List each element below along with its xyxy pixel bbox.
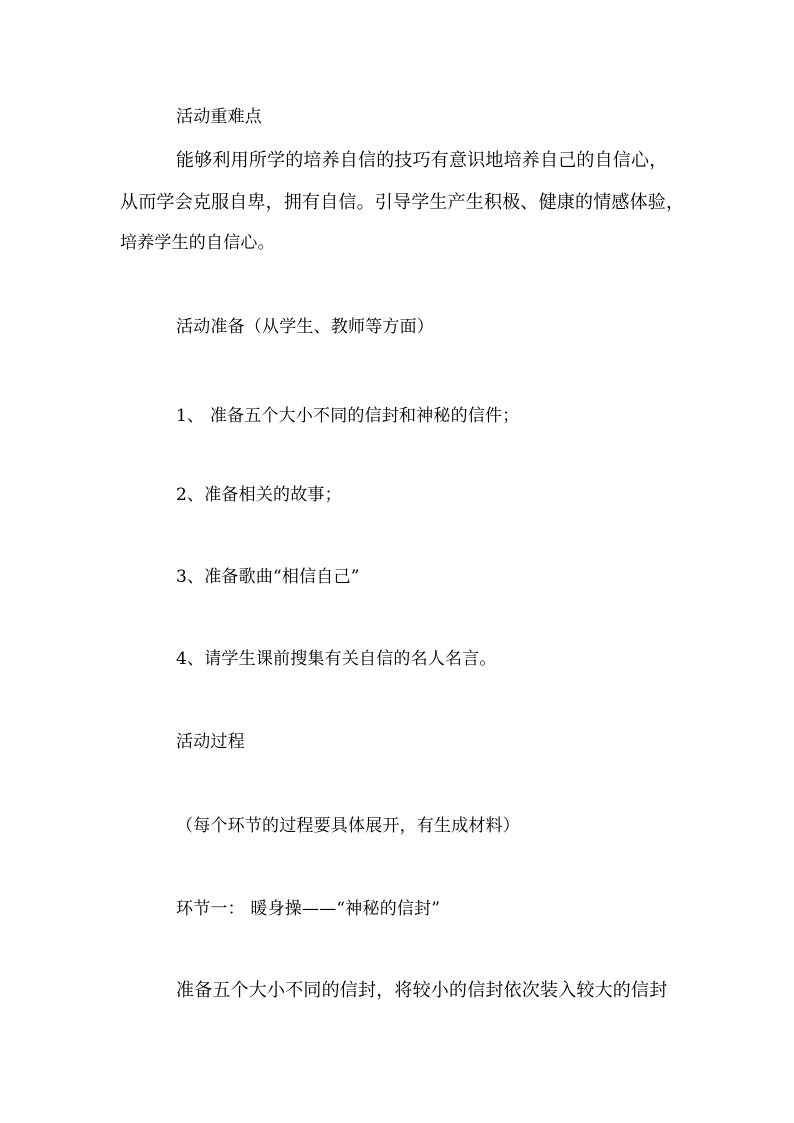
process-step-1-line-1: 准备五个大小不同的信封，将较小的信封依次装入较大的信封	[176, 980, 668, 1001]
preparation-item-4: 4、请学生课前搜集有关自信的名人名言。	[176, 649, 497, 669]
section-heading-preparation: 活动准备（从学生、教师等方面）	[176, 317, 434, 337]
difficulty-paragraph-line-1: 能够利用所学的培养自信的技巧有意识地培养自己的自信心，	[176, 150, 668, 171]
difficulty-paragraph-line-3: 培养学生的自信心。	[120, 233, 275, 253]
section-heading-difficulty: 活动重难点	[176, 107, 262, 127]
process-note: （每个环节的过程要具体展开，有生成材料）	[176, 816, 520, 836]
preparation-item-3: 3、准备歌曲“相信自己”	[176, 567, 360, 587]
preparation-item-1: 1、 准备五个大小不同的信封和神秘的信件；	[176, 406, 520, 426]
process-step-1-title: 环节一： 暖身操——“神秘的信封”	[176, 899, 441, 919]
preparation-item-2: 2、准备相关的故事；	[176, 485, 342, 505]
difficulty-paragraph-line-2: 从而学会克服自卑，拥有自信。引导学生产生积极、健康的情感体验，	[120, 192, 685, 213]
section-heading-process: 活动过程	[176, 732, 245, 752]
